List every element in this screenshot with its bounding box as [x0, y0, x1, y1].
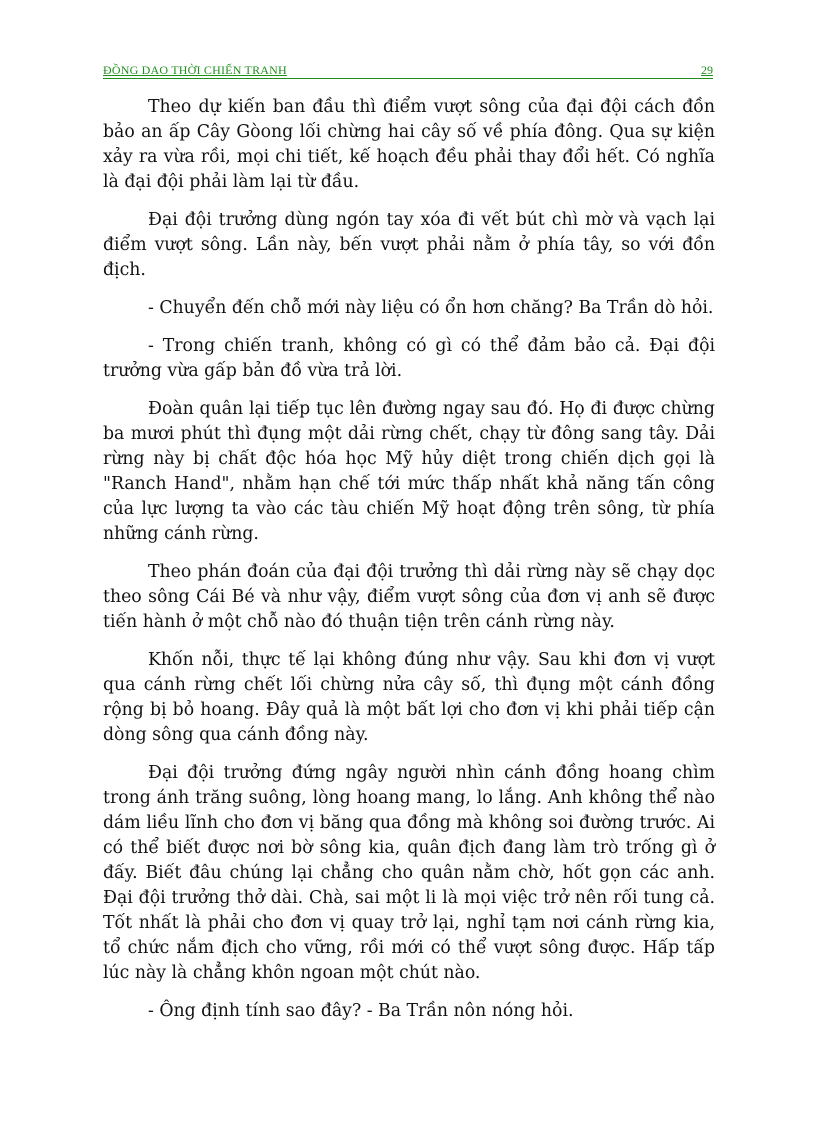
paragraph-1: Theo dự kiến ban đầu thì điểm vượt sông của đại đội cách đồn bảo an ấp Cây Gòong lối chừng hai cây số về phía đông. Qua sự kiện xảy ra vừa rồi, mọi chi tiết, kế hoạch đều phải thay đổi hết. Có nghĩa là đại đội phải làm lại từ đầu.	[103, 97, 715, 192]
paragraph-3: - Chuyển đến chỗ mới này liệu có ổn hơn chăng? Ba Trần dò hỏi.	[148, 298, 714, 318]
book-title: ĐỒNG DAO THỜI CHIẾN TRANH	[103, 63, 287, 77]
paragraph-7: Khốn nỗi, thực tế lại không đúng như vậy. Sau khi đơn vị vượt qua cánh rừng chết lối chừng nửa cây số, thì đụng một cánh đồng rộng bị bỏ hoang. Đây quả là một bất lợi cho đơn vị khi phải tiếp cận dòng sông qua cánh đồng này.	[103, 650, 715, 745]
paragraph-9: - Ông định tính sao đây? - Ba Trần nôn nóng hỏi.	[148, 1001, 574, 1021]
paragraph-6: Theo phán đoán của đại đội trưởng thì dải rừng này sẽ chạy dọc theo sông Cái Bé và như vậy, điểm vượt sông của đơn vị anh sẽ được tiến hành ở một chỗ nào đó thuận tiện trên cánh rừng này.	[103, 562, 715, 632]
paragraph-2: Đại đội trưởng dùng ngón tay xóa đi vết bút chì mờ và vạch lại điểm vượt sông. Lần này, bến vượt phải nằm ở phía tây, so với đồn địch.	[103, 210, 715, 280]
paragraph-4: - Trong chiến tranh, không có gì có thể đảm bảo cả. Đại đội trưởng vừa gấp bản đồ vừa trả lời.	[103, 336, 715, 381]
paragraph-8: Đại đội trưởng đứng ngây người nhìn cánh đồng hoang chìm trong ánh trăng suông, lòng hoang mang, lo lắng. Anh không thể nào dám liều lĩnh cho đơn vị băng qua đồng mà không soi đường trước. Ai có thể biết được nơi bờ sông kia, quân địch đang làm trò trống gì ở đấy. Biết đâu chúng lại chẳng cho quân nằm chờ, hốt gọn các anh. Đại đội trưởng thở dài. Chà, sai một li là mọi việc trở nên rối tung cả. Tốt nhất là phải cho đơn vị quay trở lại, nghỉ tạm nơi cánh rừng kia, tổ chức nắm địch cho vững, rồi mới có thể vượt sông được. Hấp tấp lúc này là chẳng khôn ngoan một chút nào.	[103, 763, 715, 983]
running-header	[103, 62, 713, 79]
paragraph-5: Đoàn quân lại tiếp tục lên đường ngay sau đó. Họ đi được chừng ba mươi phút thì đụng một dải rừng chết, chạy từ đông sang tây. Dải rừng này bị chất độc hóa học Mỹ hủy diệt trong chiến dịch gọi là "Ranch Hand", nhằm hạn chế tới mức thấp nhất khả năng tấn công của lực lượng ta vào các tàu chiến Mỹ hoạt động trên sông, từ phía những cánh rừng.	[103, 399, 715, 544]
page-number: 29	[701, 63, 713, 77]
page-body	[103, 95, 715, 1037]
